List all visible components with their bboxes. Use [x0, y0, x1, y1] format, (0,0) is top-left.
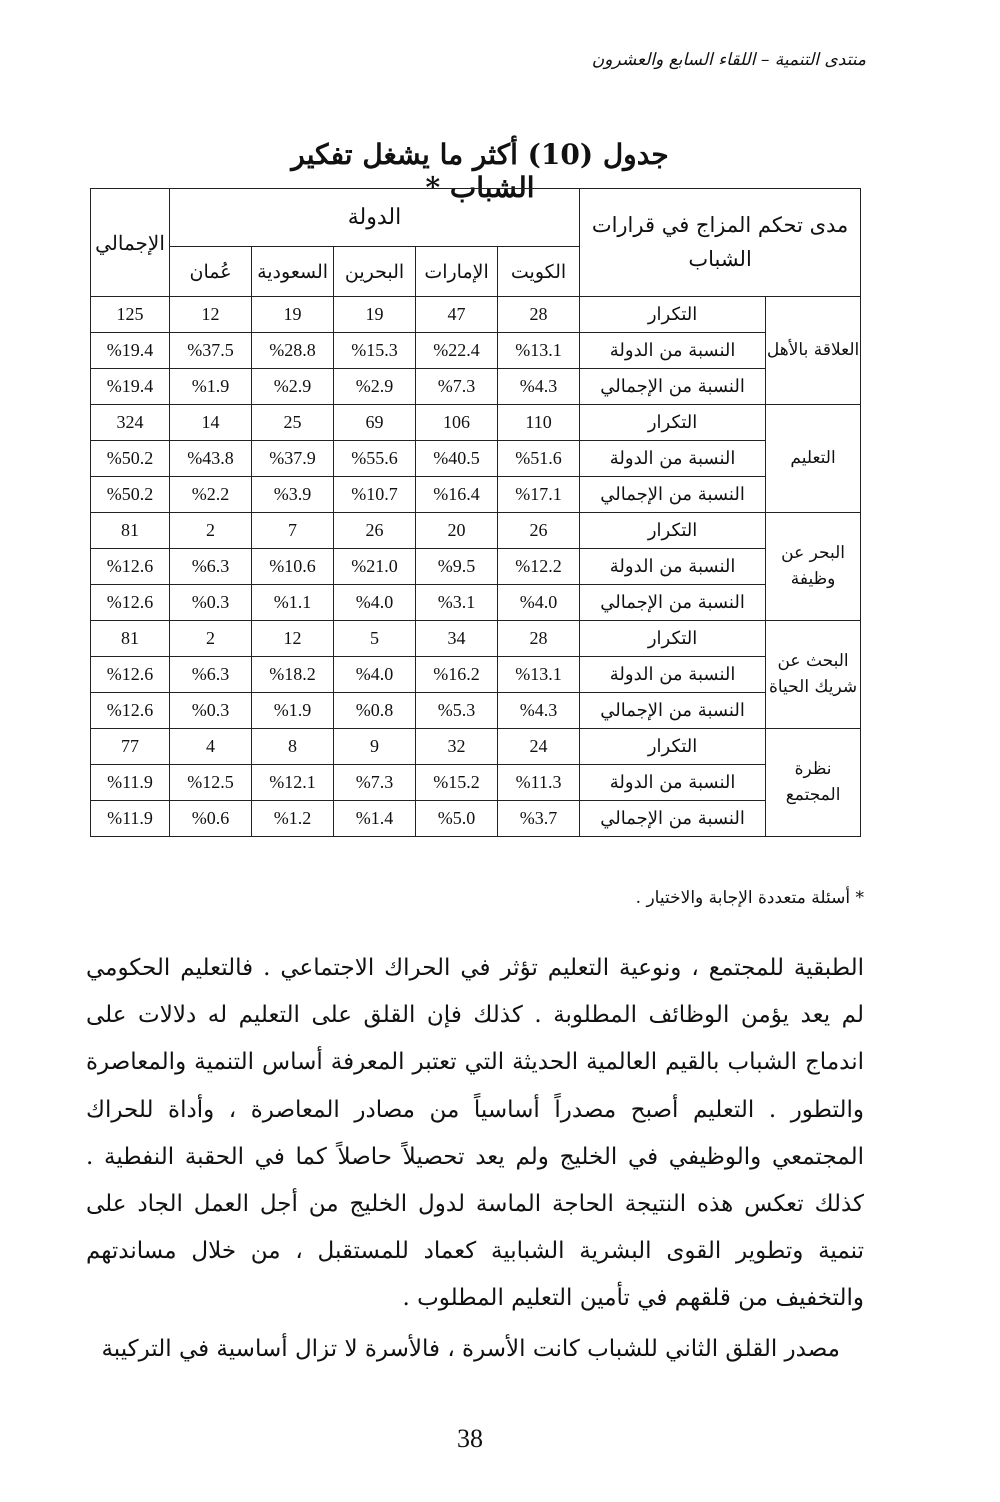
value-cell: %10.7 [334, 477, 416, 513]
value-cell: %3.7 [498, 801, 580, 837]
value-cell: 34 [416, 621, 498, 657]
value-cell: %55.6 [334, 441, 416, 477]
value-cell: %22.4 [416, 333, 498, 369]
results-table-container [90, 188, 860, 837]
metric-label: النسبة من الدولة [580, 657, 766, 693]
value-cell: %1.1 [252, 585, 334, 621]
metric-label: النسبة من الدولة [580, 333, 766, 369]
value-cell: %37.5 [170, 333, 252, 369]
value-cell: %2.9 [334, 369, 416, 405]
category-label: البحر عن وظيفة [766, 513, 861, 621]
value-cell: %40.5 [416, 441, 498, 477]
total-cell: 324 [91, 405, 170, 441]
table-row [91, 765, 861, 801]
value-cell: %4.0 [334, 585, 416, 621]
value-cell: 110 [498, 405, 580, 441]
value-cell: 69 [334, 405, 416, 441]
value-cell: %2.9 [252, 369, 334, 405]
table-row [91, 297, 861, 333]
country-header: عُمان [170, 247, 252, 297]
table-row [91, 621, 861, 657]
value-cell: %0.3 [170, 693, 252, 729]
value-cell: %7.3 [416, 369, 498, 405]
value-cell: 28 [498, 297, 580, 333]
value-cell: %5.0 [416, 801, 498, 837]
page-number: 38 [457, 1424, 483, 1453]
table-row [91, 693, 861, 729]
value-cell: %13.1 [498, 657, 580, 693]
total-cell: %12.6 [91, 585, 170, 621]
country-header: الكويت [498, 247, 580, 297]
total-cell: %50.2 [91, 441, 170, 477]
value-cell: 8 [252, 729, 334, 765]
metric-label: التكرار [580, 405, 766, 441]
total-cell: 81 [91, 513, 170, 549]
value-cell: %5.3 [416, 693, 498, 729]
value-cell: %10.6 [252, 549, 334, 585]
value-cell: %12.5 [170, 765, 252, 801]
metric-label: النسبة من الإجمالي [580, 369, 766, 405]
table-footnote: * أسئلة متعددة الإجابة والاختيار . [635, 888, 864, 908]
value-cell: 24 [498, 729, 580, 765]
value-cell: 14 [170, 405, 252, 441]
category-label: البحث عن شريك الحياة [766, 621, 861, 729]
metric-label: النسبة من الدولة [580, 765, 766, 801]
value-cell: %9.5 [416, 549, 498, 585]
value-cell: %4.0 [334, 657, 416, 693]
value-cell: %11.3 [498, 765, 580, 801]
value-cell: 28 [498, 621, 580, 657]
value-cell: %1.9 [252, 693, 334, 729]
category-label: العلاقة بالأهل [766, 297, 861, 405]
value-cell: %1.2 [252, 801, 334, 837]
value-cell: %43.8 [170, 441, 252, 477]
country-header: الإمارات [416, 247, 498, 297]
total-cell: %19.4 [91, 333, 170, 369]
value-cell: %16.4 [416, 477, 498, 513]
total-cell: %19.4 [91, 369, 170, 405]
value-cell: %6.3 [170, 657, 252, 693]
value-cell: %2.2 [170, 477, 252, 513]
value-cell: %4.0 [498, 585, 580, 621]
metric-label: النسبة من الإجمالي [580, 585, 766, 621]
table-row [91, 441, 861, 477]
metric-label: التكرار [580, 513, 766, 549]
value-cell: %18.2 [252, 657, 334, 693]
table-body [91, 297, 861, 837]
value-cell: %13.1 [498, 333, 580, 369]
metric-label: النسبة من الدولة [580, 549, 766, 585]
total-cell: %12.6 [91, 549, 170, 585]
corner-header: مدى تحكم المزاج في قرارات الشباب [580, 189, 861, 297]
value-cell: 19 [334, 297, 416, 333]
value-cell: %15.3 [334, 333, 416, 369]
value-cell: 5 [334, 621, 416, 657]
value-cell: 26 [498, 513, 580, 549]
value-cell: 2 [170, 513, 252, 549]
table-row [91, 729, 861, 765]
value-cell: 19 [252, 297, 334, 333]
value-cell: %0.3 [170, 585, 252, 621]
category-label: نظرة المجتمع [766, 729, 861, 837]
metric-label: التكرار [580, 621, 766, 657]
value-cell: 47 [416, 297, 498, 333]
value-cell: 25 [252, 405, 334, 441]
value-cell: 9 [334, 729, 416, 765]
total-cell: 81 [91, 621, 170, 657]
table-row [91, 405, 861, 441]
value-cell: %15.2 [416, 765, 498, 801]
table-row [91, 657, 861, 693]
table-row [91, 513, 861, 549]
metric-label: التكرار [580, 297, 766, 333]
value-cell: 32 [416, 729, 498, 765]
metric-label: النسبة من الإجمالي [580, 693, 766, 729]
value-cell: %0.6 [170, 801, 252, 837]
value-cell: 7 [252, 513, 334, 549]
value-cell: %4.3 [498, 693, 580, 729]
value-cell: 12 [252, 621, 334, 657]
country-header: السعودية [252, 247, 334, 297]
value-cell: %4.3 [498, 369, 580, 405]
value-cell: 4 [170, 729, 252, 765]
value-cell: %37.9 [252, 441, 334, 477]
value-cell: %51.6 [498, 441, 580, 477]
value-cell: 2 [170, 621, 252, 657]
running-header: منتدى التنمية – اللقاء السابع والعشرون [591, 50, 866, 70]
results-table [90, 188, 861, 837]
value-cell: %0.8 [334, 693, 416, 729]
value-cell: %3.1 [416, 585, 498, 621]
value-cell: %12.2 [498, 549, 580, 585]
total-header: الإجمالي [91, 189, 170, 297]
table-row [91, 585, 861, 621]
total-cell: %11.9 [91, 801, 170, 837]
total-cell: %12.6 [91, 657, 170, 693]
total-cell: %11.9 [91, 765, 170, 801]
table-row [91, 369, 861, 405]
value-cell: %12.1 [252, 765, 334, 801]
value-cell: %21.0 [334, 549, 416, 585]
total-cell: %12.6 [91, 693, 170, 729]
value-cell: %17.1 [498, 477, 580, 513]
category-label: التعليم [766, 405, 861, 513]
table-row [91, 549, 861, 585]
table-title: جدول (10) أكثر ما يشغل تفكير الشباب * [291, 138, 669, 204]
value-cell: %1.9 [170, 369, 252, 405]
value-cell: %1.4 [334, 801, 416, 837]
metric-label: النسبة من الإجمالي [580, 801, 766, 837]
value-cell: 12 [170, 297, 252, 333]
table-row [91, 333, 861, 369]
value-cell: %6.3 [170, 549, 252, 585]
body-paragraph: الطبقية للمجتمع ، ونوعية التعليم تؤثر في الحراك الاجتماعي . فالتعليم الحكومي لم يعد يؤمن الوظائف المطلوبة . كذلك فإن القلق على التعليم له دلالات على اندماج الشباب بالقيم العالمية الحديثة التي تعتبر المعرفة أساس التنمية والمعاصرة والتطور . التعليم أصبح مصدراً أساسياً من مصادر المعاصرة ، وأداة للحراك المجتمعي والوظيفي في الخليج ولم يعد تحصيلاً حاصلاً كما في الحقبة النفطية . كذلك تعكس هذه النتيجة الحاجة الماسة لدول الخليج من أجل العمل الجاد على تنمية وتطوير القوى البشرية الشبابية كعماد للمستقبل ، من خلال مساندتهم والتخفيف من قلقهم في تأمين التعليم المطلوب . [86, 955, 864, 1312]
table-row [91, 801, 861, 837]
table-row [91, 477, 861, 513]
value-cell: %28.8 [252, 333, 334, 369]
total-cell: 125 [91, 297, 170, 333]
country-group-header: الدولة [170, 189, 580, 247]
metric-label: النسبة من الدولة [580, 441, 766, 477]
body-paragraph: مصدر القلق الثاني للشباب كانت الأسرة ، فالأسرة لا تزال أساسية في التركيبة [101, 1336, 840, 1362]
value-cell: 20 [416, 513, 498, 549]
country-header: البحرين [334, 247, 416, 297]
metric-label: النسبة من الإجمالي [580, 477, 766, 513]
value-cell: %3.9 [252, 477, 334, 513]
total-cell: 77 [91, 729, 170, 765]
metric-label: التكرار [580, 729, 766, 765]
total-cell: %50.2 [91, 477, 170, 513]
value-cell: 26 [334, 513, 416, 549]
value-cell: %16.2 [416, 657, 498, 693]
value-cell: 106 [416, 405, 498, 441]
value-cell: %7.3 [334, 765, 416, 801]
